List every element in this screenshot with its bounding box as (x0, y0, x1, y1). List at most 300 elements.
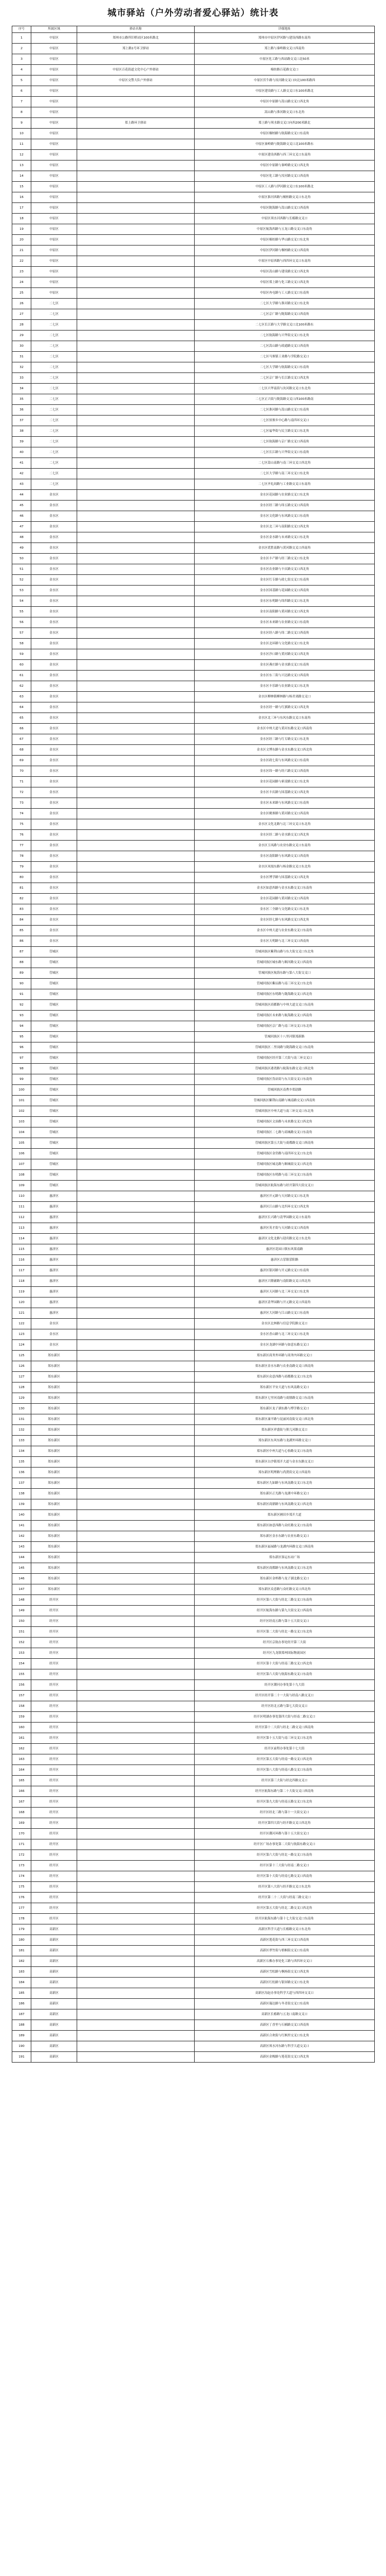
cell-index: 11 (12, 139, 31, 150)
cell-district: 惠济区 (31, 1266, 77, 1276)
cell-station-name (77, 724, 195, 734)
cell-index: 40 (12, 447, 31, 458)
cell-district: 二七区 (31, 405, 77, 416)
cell-district: 经开区 (31, 1786, 77, 1797)
table-row (12, 989, 375, 1000)
cell-address: 中原区化工路与西站路交叉口北50米 (195, 54, 375, 65)
cell-address: 中原区中原路与秦岭路交叉口西北角 (195, 161, 375, 171)
cell-index: 34 (12, 384, 31, 394)
cell-station-name (77, 1776, 195, 1786)
cell-station-name (77, 1276, 195, 1287)
table-row (12, 458, 375, 469)
cell-index: 16 (12, 192, 31, 203)
table-row (12, 617, 375, 628)
table-row (12, 702, 375, 713)
cell-district: 中原区 (31, 288, 77, 299)
cell-index: 188 (12, 2020, 31, 2031)
cell-address: 高新区红松路与银屏路交叉口东北角 (195, 1978, 375, 1988)
cell-district: 高新区 (31, 1988, 77, 1999)
cell-index: 24 (12, 277, 31, 288)
cell-station-name (77, 277, 195, 288)
cell-station-name (77, 161, 195, 171)
cell-station-name (77, 1468, 195, 1478)
cell-district: 金水区 (31, 915, 77, 926)
cell-index: 178 (12, 1914, 31, 1924)
cell-district: 金水区 (31, 575, 77, 586)
cell-address: 二七区嵩山南路与南三环交叉口西北角 (195, 458, 375, 469)
cell-district: 郑东新区 (31, 1404, 77, 1414)
cell-station-name (77, 1202, 195, 1212)
cell-index: 108 (12, 1170, 31, 1181)
table-row (12, 97, 375, 107)
cell-index: 166 (12, 1786, 31, 1797)
table-row (12, 904, 375, 915)
cell-address: 郑东新区祥盛街与熊儿河路交叉口 (195, 1425, 375, 1436)
cell-station-name (77, 1765, 195, 1776)
table-row (12, 841, 375, 851)
table-row (12, 1053, 375, 1064)
cell-station-name (77, 1563, 195, 1574)
cell-station-name (77, 214, 195, 224)
cell-station-name (77, 171, 195, 182)
cell-district: 二七区 (31, 458, 77, 469)
cell-station-name: 郑州市公路所旧桥站区100米路北 (77, 33, 195, 44)
table-row (12, 926, 375, 936)
table-row (12, 1882, 375, 1893)
cell-district: 经开区 (31, 1691, 77, 1701)
table-row (12, 596, 375, 607)
cell-address: 经开区航海东路与第十七大街交叉口东南角 (195, 1914, 375, 1924)
cell-station-name (77, 1723, 195, 1733)
cell-district: 管城区 (31, 1064, 77, 1074)
cell-district: 郑东新区 (31, 1574, 77, 1584)
cell-station-name (77, 1489, 195, 1499)
cell-district: 高新区 (31, 2052, 77, 2063)
table-row (12, 1191, 375, 1202)
cell-district: 金水区 (31, 564, 77, 575)
table-row (12, 957, 375, 968)
table-row (12, 1829, 375, 1839)
cell-index: 74 (12, 809, 31, 819)
cell-district: 中原区 (31, 224, 77, 235)
table-row (12, 288, 375, 299)
cell-district: 管城区 (31, 1181, 77, 1191)
cell-index: 139 (12, 1499, 31, 1510)
cell-district: 二七区 (31, 352, 77, 362)
cell-district: 高新区 (31, 1935, 77, 1946)
table-row (12, 1935, 375, 1946)
cell-address: 金水区文博东路与金水东路交叉口西北角 (195, 745, 375, 756)
cell-address: 管城回族区紫辰路与南三环交叉口东北角 (195, 979, 375, 989)
table-row (12, 1797, 375, 1808)
cell-address: 管城回族区东明路与陇海路交叉口西北角 (195, 989, 375, 1000)
cell-index: 88 (12, 957, 31, 968)
cell-address: 郑东新区明理路与尚贤街交叉口西南角 (195, 1468, 375, 1478)
cell-address: 经开区九龙镇郑州国际物流园区 (195, 1648, 375, 1659)
cell-address: 管城回族区文治路与未来路交叉口西北角 (195, 1117, 375, 1127)
cell-district: 经开区 (31, 1723, 77, 1733)
cell-index: 130 (12, 1404, 31, 1414)
cell-index: 168 (12, 1808, 31, 1818)
cell-station-name (77, 1372, 195, 1383)
cell-address: 高新区合欢街与红枫里交叉口东北角 (195, 2031, 375, 2041)
cell-address: 金水区东明路与纬四路交叉口东北角 (195, 596, 375, 607)
cell-district: 经开区 (31, 1818, 77, 1829)
cell-address: 郑东新区正光路与龙湖中环路交叉口 (195, 1489, 375, 1499)
cell-index: 57 (12, 628, 31, 639)
cell-address: 惠济区文化北路与迎宾路交叉口东北角 (195, 1234, 375, 1244)
cell-station-name (77, 235, 195, 246)
cell-station-name (77, 1638, 195, 1648)
cell-address: 金水区北林路与信息学院路交叉口 (195, 1319, 375, 1329)
cell-station-name (77, 809, 195, 819)
cell-index: 137 (12, 1478, 31, 1489)
cell-station-name (77, 192, 195, 203)
cell-address: 管城回族区未来路与航海路交叉口西南角 (195, 1011, 375, 1021)
cell-station-name (77, 426, 195, 437)
cell-district: 郑东新区 (31, 1531, 77, 1542)
cell-station-name (77, 1298, 195, 1308)
table-row (12, 309, 375, 320)
cell-address: 金水区花园路与黄河路交叉口西南角 (195, 894, 375, 904)
cell-station-name (77, 1829, 195, 1839)
cell-index: 160 (12, 1723, 31, 1733)
cell-station-name (77, 320, 195, 331)
cell-index: 96 (12, 1042, 31, 1053)
cell-address: 金水区红专路与政七街交叉口东南角 (195, 575, 375, 586)
cell-station-name (77, 564, 195, 575)
cell-station-name (77, 543, 195, 554)
cell-station-name (77, 926, 195, 936)
table-row (12, 352, 375, 362)
table-row (12, 1638, 375, 1648)
cell-address: 高新区雪松路与枫杨街交叉口西北角 (195, 1967, 375, 1978)
cell-station-name (77, 447, 195, 458)
cell-district: 惠济区 (31, 1202, 77, 1212)
cell-address: 金水区中州大道与农业东路交叉口东南角 (195, 926, 375, 936)
cell-district: 中原区 (31, 235, 77, 246)
table-row (12, 851, 375, 862)
cell-station-name (77, 1584, 195, 1595)
cell-station-name (77, 617, 195, 628)
cell-address: 经开区第八大街与经开路交叉口东北角 (195, 1882, 375, 1893)
table-row (12, 107, 375, 118)
cell-index: 174 (12, 1871, 31, 1882)
cell-station-name (77, 1935, 195, 1946)
cell-index: 131 (12, 1414, 31, 1425)
cell-address: 郑东新区白沙镇郑开大道与金水东路交叉口 (195, 1457, 375, 1468)
cell-address: 惠济区天河路与北三环交叉口东北角 (195, 1287, 375, 1298)
cell-station-name (77, 628, 195, 639)
cell-index: 18 (12, 214, 31, 224)
cell-station-name (77, 1308, 195, 1319)
cell-district: 金水区 (31, 883, 77, 894)
cell-district: 金水区 (31, 819, 77, 830)
cell-address: 金水区北三环与东风东路交叉口东南角 (195, 713, 375, 724)
cell-address: 金水区北环路与文化路交叉口东北角 (195, 639, 375, 649)
cell-district: 金水区 (31, 660, 77, 671)
cell-index: 129 (12, 1393, 31, 1404)
cell-address: 金水区三全路与文化路交叉口东北角 (195, 904, 375, 915)
cell-index: 147 (12, 1584, 31, 1595)
cell-district: 郑东新区 (31, 1489, 77, 1499)
cell-address: 二七区福华街与民主路交叉口东北角 (195, 426, 375, 437)
cell-index: 173 (12, 1861, 31, 1871)
cell-station-name (77, 713, 195, 724)
cell-address: 管城回族区港湾路与航海东路交叉口西北角 (195, 1064, 375, 1074)
table-row (12, 798, 375, 809)
cell-address: 郑东新区众意路与众旺路交叉口西北角 (195, 1584, 375, 1595)
table-row (12, 277, 375, 288)
cell-index: 120 (12, 1298, 31, 1308)
cell-address: 嵩山路与淮河路交叉口东北角 (195, 107, 375, 118)
cell-address: 经开区第五大街与经南一路交叉口西北角 (195, 1754, 375, 1765)
cell-station-name (77, 1754, 195, 1765)
cell-index: 128 (12, 1383, 31, 1393)
cell-address: 经开区第五大街与经北二路交叉口西北角 (195, 1903, 375, 1914)
cell-address: 高新区石佛办事处化工路与西四环交叉口 (195, 1956, 375, 1967)
table-row (12, 1319, 375, 1329)
cell-address: 金水区姚寨路与黄河路交叉口西南角 (195, 809, 375, 819)
cell-index: 117 (12, 1266, 31, 1276)
cell-address: 管城回族区南曹乡郑尉路 (195, 1085, 375, 1096)
cell-address: 郑上路与秦岭路交叉口西南角 (195, 44, 375, 54)
cell-station-name (77, 1797, 195, 1808)
cell-address: 金水区南阳路与东风路交叉口西南角 (195, 851, 375, 862)
cell-index: 107 (12, 1159, 31, 1170)
table-row (12, 1064, 375, 1074)
cell-address: 二七区嵩山路与政通路交叉口西南角 (195, 341, 375, 352)
table-row (12, 766, 375, 777)
table-row (12, 787, 375, 798)
cell-index: 64 (12, 702, 31, 713)
cell-index: 72 (12, 787, 31, 798)
table-row (12, 1765, 375, 1776)
cell-station-name (77, 947, 195, 957)
cell-district: 中原区 (31, 161, 77, 171)
cell-address: 金水区文化北路与北三环交叉口东北角 (195, 819, 375, 830)
table-row (12, 1553, 375, 1563)
cell-address: 金水区经二路与金水路交叉口西北角 (195, 830, 375, 841)
cell-index: 79 (12, 862, 31, 872)
table-row (12, 1563, 375, 1574)
cell-district: 金水区 (31, 617, 77, 628)
table-row (12, 564, 375, 575)
cell-index: 44 (12, 490, 31, 501)
cell-index: 176 (12, 1893, 31, 1903)
table-row (12, 214, 375, 224)
cell-address: 管城回族区二七路与商城路交叉口东南角 (195, 1127, 375, 1138)
table-row (12, 607, 375, 617)
cell-district: 惠济区 (31, 1287, 77, 1298)
cell-address: 高新区丁香里与石楠路交叉口西南角 (195, 2020, 375, 2031)
cell-address: 中原区郑上路与化工路交叉口西北角 (195, 277, 375, 288)
cell-address: 管城回族区十八里河镇郑新路 (195, 1032, 375, 1042)
cell-district: 经开区 (31, 1744, 77, 1754)
table-row (12, 1999, 375, 2009)
cell-index: 89 (12, 968, 31, 979)
cell-station-name (77, 957, 195, 968)
cell-index: 52 (12, 575, 31, 586)
cell-district: 中原区 (31, 246, 77, 256)
cell-address: 金水区国基路与花园路交叉口西南角 (195, 586, 375, 596)
cell-station-name (77, 936, 195, 947)
cell-index: 149 (12, 1606, 31, 1616)
cell-district: 郑东新区 (31, 1468, 77, 1478)
table-row (12, 575, 375, 586)
cell-address: 金水区优胜南路与黄河路交叉口西南角 (195, 543, 375, 554)
table-row (12, 373, 375, 384)
cell-station-name (77, 394, 195, 405)
cell-address: 郑东新区金水东路与农业南路交叉口西南角 (195, 1361, 375, 1372)
cell-district: 二七区 (31, 331, 77, 341)
cell-station-name (77, 586, 195, 596)
table-row (12, 883, 375, 894)
table-row (12, 734, 375, 745)
cell-station-name (77, 458, 195, 469)
cell-district: 管城区 (31, 1138, 77, 1149)
cell-address: 中原区中原路与嵩山路交叉口西北角 (195, 97, 375, 107)
cell-station-name (77, 702, 195, 713)
cell-station-name (77, 607, 195, 617)
table-row (12, 1298, 375, 1308)
cell-station-name (77, 1574, 195, 1584)
cell-index: 90 (12, 979, 31, 989)
cell-address: 金水区如意西路与金水东路交叉口东南角 (195, 883, 375, 894)
cell-district: 二七区 (31, 362, 77, 373)
cell-station-name (77, 1701, 195, 1712)
cell-address: 中原区秦岭路与陇海路交叉口北100米路东 (195, 139, 375, 150)
cell-station-name (77, 819, 195, 830)
cell-district: 金水区 (31, 511, 77, 522)
cell-district: 中原区 (31, 150, 77, 161)
cell-station-name (77, 1191, 195, 1202)
cell-station-name (77, 1436, 195, 1446)
cell-address: 二七区航海路与京广路交叉口西南角 (195, 437, 375, 447)
cell-address: 高新区瑞达路与冬青街交叉口东南角 (195, 1999, 375, 2009)
cell-index: 127 (12, 1372, 31, 1383)
cell-district: 二七区 (31, 309, 77, 320)
cell-district: 金水区 (31, 543, 77, 554)
cell-address: 惠济区古荥镇荥阳路 (195, 1255, 375, 1266)
cell-index: 119 (12, 1287, 31, 1298)
table-row (12, 1542, 375, 1553)
cell-district: 管城区 (31, 1011, 77, 1021)
cell-district: 金水区 (31, 522, 77, 532)
cell-address: 金水区纬一路与经六路交叉口西南角 (195, 766, 375, 777)
cell-district: 郑东新区 (31, 1478, 77, 1489)
cell-index: 80 (12, 872, 31, 883)
table-row (12, 1893, 375, 1903)
cell-address: 郑东新区商务外环路与商务内环路交叉口 (195, 1351, 375, 1361)
cell-address: 经开区第六大街与航海东路交叉口东南角 (195, 1669, 375, 1680)
cell-station-name (77, 1839, 195, 1850)
cell-index: 60 (12, 660, 31, 671)
cell-station-name (77, 1181, 195, 1191)
cell-station-name (77, 1255, 195, 1266)
cell-address: 中原区建设西路与西三环交叉口东南角 (195, 150, 375, 161)
cell-station-name (77, 681, 195, 692)
table-header-row (12, 26, 375, 33)
cell-index: 81 (12, 883, 31, 894)
table-row (12, 713, 375, 724)
cell-district: 经开区 (31, 1882, 77, 1893)
table-row (12, 745, 375, 756)
table-row (12, 1244, 375, 1255)
cell-district: 中原区 (31, 182, 77, 192)
cell-address: 金水区政七街与东风路交叉口东南角 (195, 756, 375, 766)
cell-index: 184 (12, 1978, 31, 1988)
cell-index: 14 (12, 171, 31, 182)
cell-district: 二七区 (31, 299, 77, 309)
cell-district: 管城区 (31, 957, 77, 968)
table-row (12, 76, 375, 86)
cell-station-name (77, 341, 195, 352)
table-row (12, 320, 375, 331)
cell-index: 189 (12, 2031, 31, 2041)
table-row (12, 1446, 375, 1457)
cell-address: 郑东新区圃田乡郑开大道 (195, 1510, 375, 1521)
cell-station-name (77, 129, 195, 139)
cell-index: 164 (12, 1765, 31, 1776)
cell-address: 高新区须水河东路与科学大道交叉口 (195, 2041, 375, 2052)
table-row (12, 947, 375, 957)
cell-address: 惠济区兴隆铺路与南阳路交叉口西北角 (195, 1276, 375, 1287)
table-row (12, 1850, 375, 1861)
cell-index: 101 (12, 1096, 31, 1106)
cell-address: 二七区长江路与大学路交叉口北100米路东 (195, 320, 375, 331)
cell-index: 175 (12, 1882, 31, 1893)
cell-district: 中原区 (31, 118, 77, 129)
table-row (12, 1489, 375, 1499)
cell-station-name (77, 352, 195, 362)
cell-district: 郑东新区 (31, 1393, 77, 1404)
cell-index: 181 (12, 1946, 31, 1956)
cell-address: 郑州市中原区伊河路与建设西路东南角 (195, 33, 375, 44)
cell-district: 管城区 (31, 1117, 77, 1127)
table-row (12, 1138, 375, 1149)
cell-station-name (77, 437, 195, 447)
cell-district: 金水区 (31, 926, 77, 936)
cell-index: 105 (12, 1138, 31, 1149)
table-row (12, 33, 375, 44)
cell-index: 20 (12, 235, 31, 246)
cell-district: 经开区 (31, 1627, 77, 1638)
cell-district: 经开区 (31, 1659, 77, 1669)
cell-index: 100 (12, 1085, 31, 1096)
cell-index: 23 (12, 267, 31, 277)
cell-address: 二七区齐礼阎路与工业路交叉口东南角 (195, 479, 375, 490)
cell-index: 3 (12, 54, 31, 65)
cell-address: 经开区第十五大街与南三环交叉口东北角 (195, 1733, 375, 1744)
table-row (12, 915, 375, 926)
table-row (12, 437, 375, 447)
document-title: 城市驿站（户外劳动者爱心驿站）统计表 (107, 7, 279, 18)
cell-index: 68 (12, 745, 31, 756)
table-row (12, 161, 375, 171)
cell-address: 经开区前程办事处第十七大街 (195, 1744, 375, 1754)
table-row (12, 586, 375, 596)
cell-station-name (77, 1861, 195, 1871)
cell-index: 76 (12, 830, 31, 841)
cell-district: 管城区 (31, 1159, 77, 1170)
cell-index: 111 (12, 1202, 31, 1212)
cell-index: 104 (12, 1127, 31, 1138)
cell-address: 金水区柳林镇柳林路与杨君刘路交叉口 (195, 692, 375, 702)
cell-index: 102 (12, 1106, 31, 1117)
cell-index: 103 (12, 1117, 31, 1127)
cell-address: 金水区花园路与索凌路交叉口东北角 (195, 777, 375, 787)
